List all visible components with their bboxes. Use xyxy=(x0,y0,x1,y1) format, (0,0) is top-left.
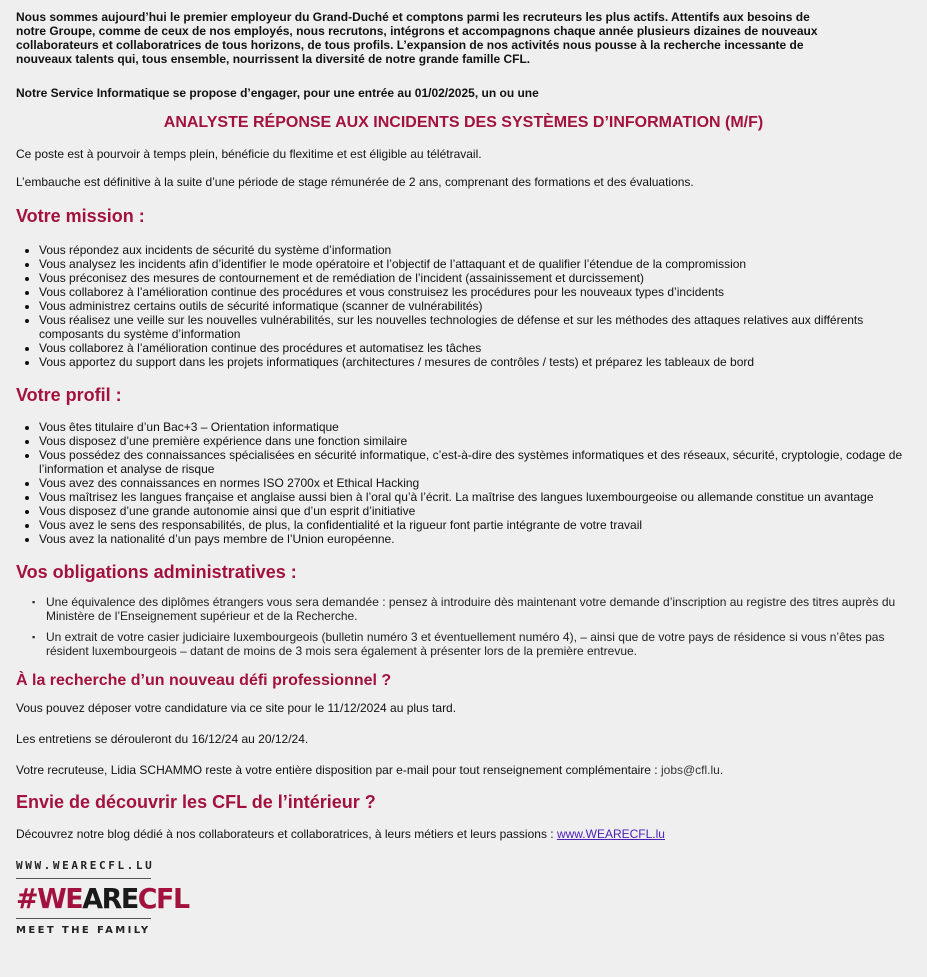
profile-heading: Votre profil : xyxy=(16,385,122,405)
lead-sentence: Notre Service Informatique se propose d’engager, pour une entrée au 01/02/2025, un ou une xyxy=(16,86,539,100)
list-item: • Vous avez la nationalité d’un pays membre de l’Union européenne. xyxy=(39,532,911,546)
list-item: • Vous apportez du support dans les projets informatiques (architectures / mesures de contrôles / tests) et préparez les tableaux de bord xyxy=(39,355,911,369)
list-item: • Vous disposez d’une première expérience dans une fonction similaire xyxy=(39,434,911,448)
blog-heading: Envie de découvrir les CFL de l’intérieur ? xyxy=(16,792,376,812)
list-item: • Vous collaborez à l’amélioration continue des procédures et vous construisez les procédures pour les nouveaux types d’incidents xyxy=(39,285,911,299)
list-item: • Vous collaborez à l’amélioration continue des procédures et automatisez les tâches xyxy=(39,341,911,355)
list-item: • Vous préconisez des mesures de contournement et de remédiation de l’incident (assainissement et durcissement) xyxy=(39,271,911,285)
interviews-text: Les entretiens se dérouleront du 16/12/24 au 20/12/24. xyxy=(16,732,309,746)
blog-text xyxy=(16,827,911,841)
list-item: • Vous administrez certains outils de sécurité informatique (scanner de vulnérabilités) xyxy=(39,299,911,313)
profile-list xyxy=(16,420,911,546)
obligations-heading: Vos obligations administratives : xyxy=(16,562,297,582)
list-item xyxy=(32,630,911,658)
list-item: • Vous possédez des connaissances spécialisées en sécurité informatique, c’est-à-dire des systèmes informatiques et des réseaux, sécurité, cryptologie, codage de l’information et analyse de risque xyxy=(39,448,911,476)
wearecfl-logo xyxy=(16,859,189,938)
intro-paragraph: Nous sommes aujourd’hui le premier employeur du Grand-Duché et comptons parmi les recruteurs les plus actifs. Attentifs aux besoins de notre Groupe, comme de ceux de nos employés, nous recrutons, intégrons et accompagnons chaque année plusieurs dizaines de nouveaux collaborateurs et collaboratrices de tous horizons, de tous profils. L’expansion de nos activités nous pousse à la recherche incessante de nouveaux talents qui, tous ensemble, nourrissent la diversité de notre grande famille CFL. xyxy=(16,10,818,66)
list-item xyxy=(32,595,911,623)
obligation-text: Une équivalence des diplômes étrangers vous sera demandée : pensez à introduire dès maintenant votre demande d’inscription au registre des titres auprès du Ministère de l’Enseignement supérieur et de la Recherche. xyxy=(46,595,896,623)
brand-are: ARE xyxy=(82,882,138,915)
logo-url: WWW.WEARECFL.LU xyxy=(16,859,155,872)
obligations-list xyxy=(16,595,911,658)
logo-divider xyxy=(16,878,151,879)
list-item: • Vous disposez d’une grande autonomie ainsi que d’un esprit d’initiative xyxy=(39,504,911,518)
list-item: • Vous analysez les incidents afin d’identifier le mode opératoire et l’objectif de l’attaquant et de qualifier l’étendue de la compromission xyxy=(39,257,911,271)
square-bullet-icon: ▪ xyxy=(32,632,36,642)
condition-text: Ce poste est à pourvoir à temps plein, bénéficie du flexitime et est éligible au télétravail. xyxy=(16,147,482,161)
logo-divider xyxy=(16,918,151,919)
list-item: • Vous avez des connaissances en normes ISO 2700x et Ethical Hacking xyxy=(39,476,911,490)
logo-brand xyxy=(16,882,189,915)
recruiter-prefix: Votre recruteuse, Lidia SCHAMMO reste à votre entière disposition par e-mail pour tout renseignement complémentaire : xyxy=(16,763,661,777)
job-title: ANALYSTE RÉPONSE AUX INCIDENTS DES SYSTÈMES D’INFORMATION (M/F) xyxy=(163,114,764,131)
recruiter-email: jobs@cfl.lu xyxy=(660,763,720,777)
recruiter-text xyxy=(16,763,911,777)
condition-text: L’embauche est définitive à la suite d’une période de stage rémunérée de 2 ans, comprenant des formations et des évaluations. xyxy=(16,175,694,189)
brand-hash-we: #WE xyxy=(16,882,83,915)
logo-tagline: MEET THE FAMILY xyxy=(16,925,151,936)
square-bullet-icon: ▪ xyxy=(32,597,36,607)
list-item: • Vous maîtrisez les langues française et anglaise aussi bien à l’oral qu’à l’écrit. La maîtrise des langues luxembourgeoise ou allemande constitue un avantage xyxy=(39,490,911,504)
list-item: • Vous avez le sens des responsabilités, de plus, la confidentialité et la rigueur font partie intégrante de votre travail xyxy=(39,518,911,532)
mission-list xyxy=(16,243,911,369)
list-item: • Vous réalisez une veille sur les nouvelles vulnérabilités, sur les nouvelles technologies de défense et sur les méthodes des attaques relatives aux différents composants du système d’information xyxy=(39,313,911,341)
recruiter-suffix: . xyxy=(719,763,724,777)
mission-heading: Votre mission : xyxy=(16,206,145,226)
list-item: • Vous êtes titulaire d’un Bac+3 – Orientation informatique xyxy=(39,420,911,434)
brand-cfl: CFL xyxy=(137,882,189,915)
deadline-text: Vous pouvez déposer votre candidature via ce site pour le 11/12/2024 au plus tard. xyxy=(16,701,457,715)
blog-prefix: Découvrez notre blog dédié à nos collaborateurs et collaboratrices, à leurs métiers et leurs passions : xyxy=(16,827,557,841)
obligation-text: Un extrait de votre casier judiciaire luxembourgeois (bulletin numéro 3 et éventuellement numéro 4), – ainsi que de votre pays de résidence si vous n’êtes pas résident luxembourgeois – datant de moins de 3 mois sera également à présenter lors de la première entrevue. xyxy=(46,630,885,658)
list-item: • Vous répondez aux incidents de sécurité du système d’information xyxy=(39,243,911,257)
apply-heading: À la recherche d’un nouveau défi professionnel ? xyxy=(16,672,392,689)
blog-link[interactable]: www.WEARECFL.lu xyxy=(556,827,665,841)
